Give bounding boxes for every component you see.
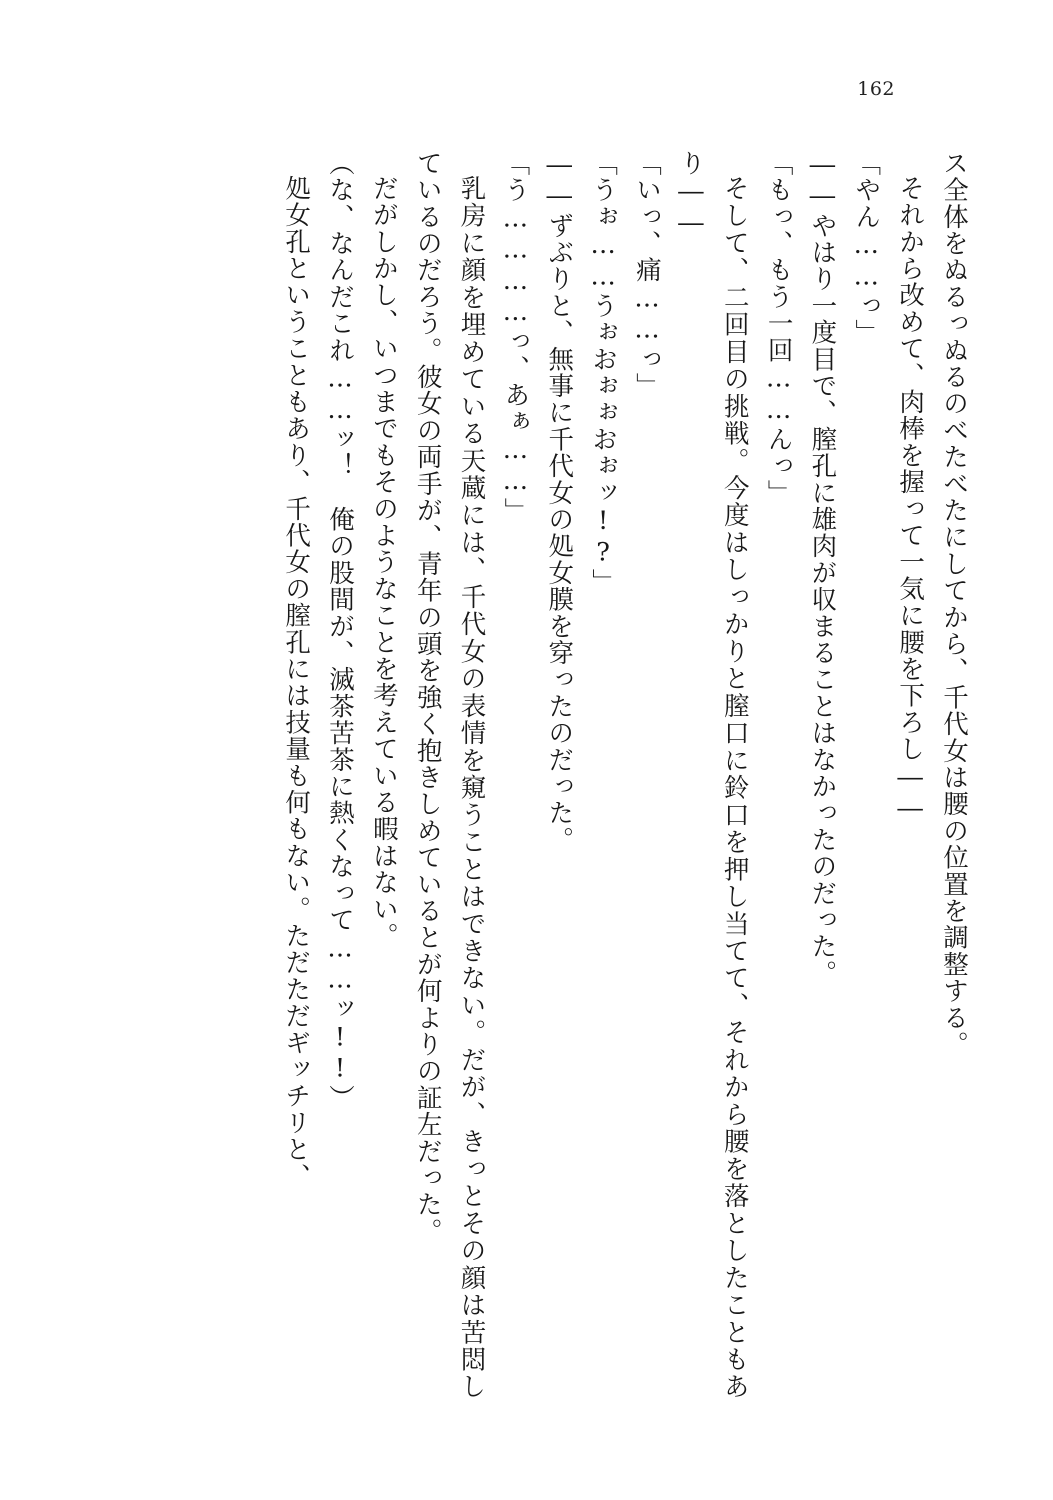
paragraph: 「うぉ……うぉおぉぉおぉッ!?」 bbox=[588, 150, 619, 596]
paragraph: 「やん……っ」 bbox=[851, 150, 882, 346]
paragraph: そして、二回目の挑戦。今度はしっかりと膣口に鈴口を押し当てて、それから腰を落としたこともあり―― bbox=[675, 150, 750, 1400]
paragraph: 「もっ、もう一回……んっ」 bbox=[763, 150, 794, 507]
paragraph: それから改めて、肉棒を握って一気に腰を下ろし―― bbox=[895, 175, 926, 825]
page-text-body bbox=[95, 150, 975, 1400]
paragraph: ――ずぶりと、無事に千代女の処女膜を穿ったのだった。 bbox=[544, 150, 575, 854]
paragraph: （な、なんだこれ……ッ！ 俺の股間が、滅茶苦茶に熱くなって……ッ!!） bbox=[324, 150, 355, 1112]
paragraph: ――やはり一度目で、膣孔に雄肉が収まることはなかったのだった。 bbox=[807, 150, 838, 987]
paragraph: 「う…………っ、あぁ……」 bbox=[500, 150, 531, 525]
paragraph: 乳房に顔を埋めている天蔵には、千代女の表情を窺うことはできない。だが、きっとその顔は苦悶しているのだろう。彼女の両手が、青年の頭を強く抱きしめているとが何よりの証左だった。 bbox=[412, 150, 487, 1400]
paragraph: 「いっ、痛……っ」 bbox=[631, 150, 662, 400]
page-number: 162 bbox=[857, 78, 895, 100]
paragraph: ス全体をぬるっぬるのべたべたにしてから、千代女は腰の位置を調整する。 bbox=[939, 150, 969, 1058]
paragraph: だがしかし、いつまでもそのようなことを考えている暇はない。 bbox=[368, 175, 399, 950]
paragraph: 処女孔ということもあり、千代女の膣孔には技量も何もない。ただただギッチリと、 bbox=[281, 175, 312, 1190]
